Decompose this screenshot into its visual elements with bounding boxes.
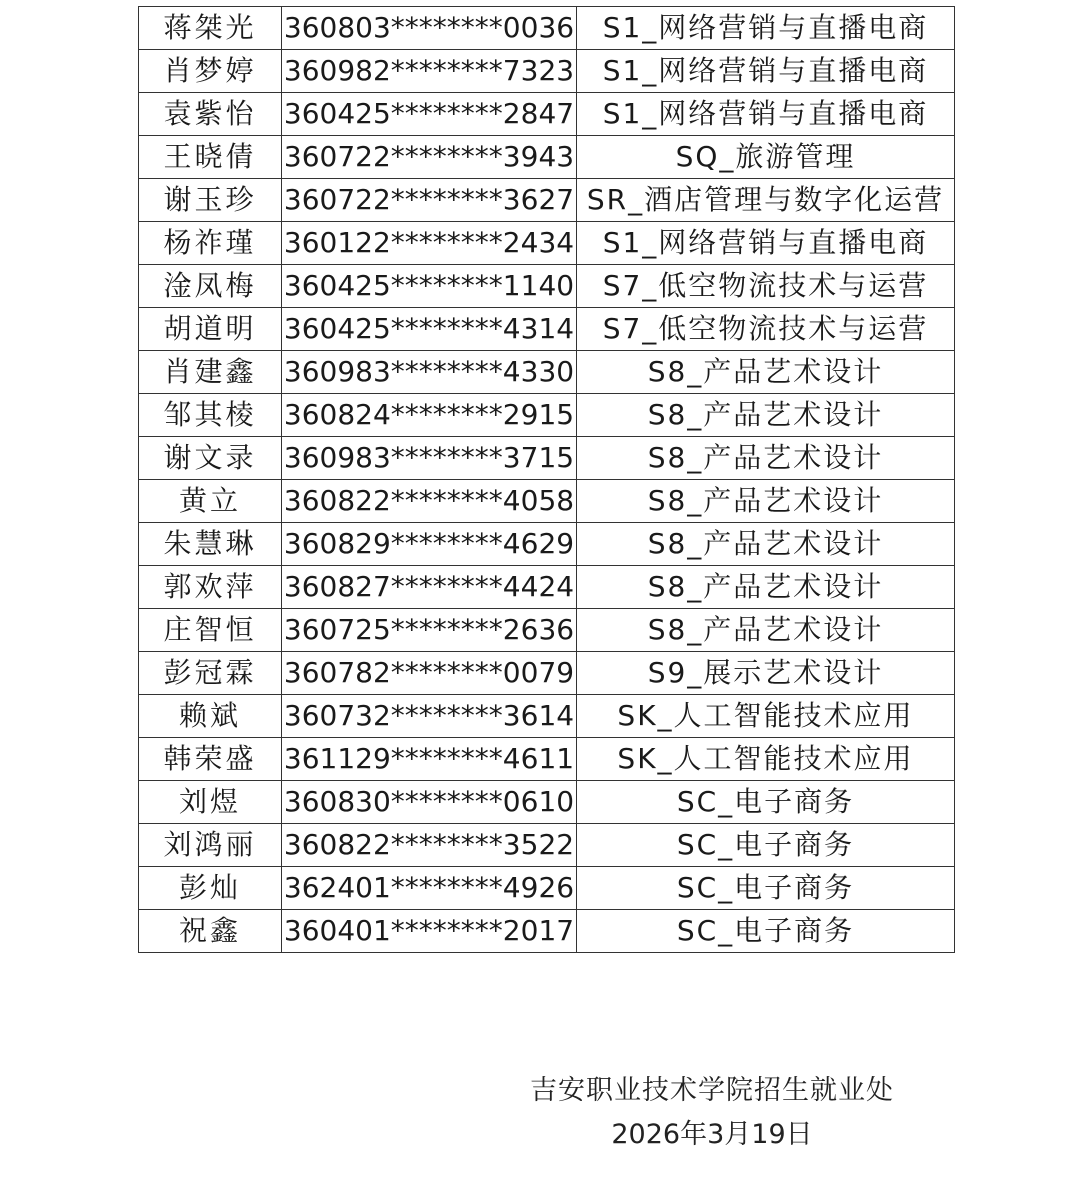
table-row bbox=[139, 136, 955, 179]
student-name-cell: 彭冠霖 bbox=[139, 652, 282, 695]
table-row bbox=[139, 93, 955, 136]
major-cell: S1_网络营销与直播电商 bbox=[577, 93, 955, 136]
table-row bbox=[139, 867, 955, 910]
student-name-cell: 祝鑫 bbox=[139, 910, 282, 953]
issue-date: 2026年3月19日 bbox=[611, 1119, 813, 1150]
major-cell: SC_电子商务 bbox=[577, 910, 955, 953]
student-name-cell: 赖斌 bbox=[139, 695, 282, 738]
id-number-cell: 362401********4926 bbox=[282, 867, 577, 910]
table-row bbox=[139, 437, 955, 480]
table-row bbox=[139, 308, 955, 351]
major-cell: SC_电子商务 bbox=[577, 867, 955, 910]
student-name-cell: 郭欢萍 bbox=[139, 566, 282, 609]
major-cell: S7_低空物流技术与运营 bbox=[577, 308, 955, 351]
table-row bbox=[139, 781, 955, 824]
student-name-cell: 肖建鑫 bbox=[139, 351, 282, 394]
id-number-cell: 360725********2636 bbox=[282, 609, 577, 652]
major-cell: S8_产品艺术设计 bbox=[577, 566, 955, 609]
major-cell: S8_产品艺术设计 bbox=[577, 480, 955, 523]
major-cell: S8_产品艺术设计 bbox=[577, 523, 955, 566]
student-name-cell: 谢玉珍 bbox=[139, 179, 282, 222]
table-row bbox=[139, 179, 955, 222]
id-number-cell: 360732********3614 bbox=[282, 695, 577, 738]
major-cell: S1_网络营销与直播电商 bbox=[577, 7, 955, 50]
id-number-cell: 360982********7323 bbox=[282, 50, 577, 93]
major-cell: SK_人工智能技术应用 bbox=[577, 738, 955, 781]
id-number-cell: 360425********2847 bbox=[282, 93, 577, 136]
major-cell: S1_网络营销与直播电商 bbox=[577, 222, 955, 265]
student-name-cell: 邹其棱 bbox=[139, 394, 282, 437]
table-row bbox=[139, 910, 955, 953]
table-row bbox=[139, 609, 955, 652]
table-row bbox=[139, 222, 955, 265]
id-number-cell: 360827********4424 bbox=[282, 566, 577, 609]
table-row bbox=[139, 652, 955, 695]
major-cell: SR_酒店管理与数字化运营 bbox=[577, 179, 955, 222]
student-name-cell: 朱慧琳 bbox=[139, 523, 282, 566]
major-cell: S8_产品艺术设计 bbox=[577, 394, 955, 437]
major-cell: S9_展示艺术设计 bbox=[577, 652, 955, 695]
id-number-cell: 360822********4058 bbox=[282, 480, 577, 523]
student-name-cell: 庄智恒 bbox=[139, 609, 282, 652]
id-number-cell: 360722********3627 bbox=[282, 179, 577, 222]
id-number-cell: 360822********3522 bbox=[282, 824, 577, 867]
table-row bbox=[139, 265, 955, 308]
major-cell: S1_网络营销与直播电商 bbox=[577, 50, 955, 93]
student-name-cell: 王晓倩 bbox=[139, 136, 282, 179]
student-name-cell: 胡道明 bbox=[139, 308, 282, 351]
table-row bbox=[139, 50, 955, 93]
table-row bbox=[139, 394, 955, 437]
major-cell: S7_低空物流技术与运营 bbox=[577, 265, 955, 308]
table-row bbox=[139, 480, 955, 523]
id-number-cell: 360983********4330 bbox=[282, 351, 577, 394]
id-number-cell: 360722********3943 bbox=[282, 136, 577, 179]
student-name-cell: 黄立 bbox=[139, 480, 282, 523]
admission-roster-table bbox=[138, 6, 955, 953]
table-row bbox=[139, 566, 955, 609]
student-name-cell: 韩荣盛 bbox=[139, 738, 282, 781]
issuing-organization: 吉安职业技术学院招生就业处 bbox=[530, 1075, 894, 1106]
id-number-cell: 360782********0079 bbox=[282, 652, 577, 695]
major-cell: SQ_旅游管理 bbox=[577, 136, 955, 179]
id-number-cell: 360425********1140 bbox=[282, 265, 577, 308]
id-number-cell: 360401********2017 bbox=[282, 910, 577, 953]
student-name-cell: 刘鸿丽 bbox=[139, 824, 282, 867]
table-row bbox=[139, 351, 955, 394]
student-name-cell: 谢文录 bbox=[139, 437, 282, 480]
table-row bbox=[139, 695, 955, 738]
table-row bbox=[139, 523, 955, 566]
student-name-cell: 淦凤梅 bbox=[139, 265, 282, 308]
student-name-cell: 肖梦婷 bbox=[139, 50, 282, 93]
id-number-cell: 361129********4611 bbox=[282, 738, 577, 781]
id-number-cell: 360830********0610 bbox=[282, 781, 577, 824]
id-number-cell: 360803********0036 bbox=[282, 7, 577, 50]
student-name-cell: 彭灿 bbox=[139, 867, 282, 910]
table-row bbox=[139, 824, 955, 867]
roster-table-body bbox=[139, 7, 955, 953]
id-number-cell: 360829********4629 bbox=[282, 523, 577, 566]
student-name-cell: 刘煜 bbox=[139, 781, 282, 824]
table-row bbox=[139, 738, 955, 781]
major-cell: SC_电子商务 bbox=[577, 824, 955, 867]
student-name-cell: 杨祚瑾 bbox=[139, 222, 282, 265]
major-cell: SC_电子商务 bbox=[577, 781, 955, 824]
table-row bbox=[139, 7, 955, 50]
major-cell: S8_产品艺术设计 bbox=[577, 437, 955, 480]
id-number-cell: 360122********2434 bbox=[282, 222, 577, 265]
id-number-cell: 360425********4314 bbox=[282, 308, 577, 351]
id-number-cell: 360983********3715 bbox=[282, 437, 577, 480]
student-name-cell: 蒋桀光 bbox=[139, 7, 282, 50]
major-cell: S8_产品艺术设计 bbox=[577, 351, 955, 394]
major-cell: S8_产品艺术设计 bbox=[577, 609, 955, 652]
student-name-cell: 袁紫怡 bbox=[139, 93, 282, 136]
major-cell: SK_人工智能技术应用 bbox=[577, 695, 955, 738]
id-number-cell: 360824********2915 bbox=[282, 394, 577, 437]
